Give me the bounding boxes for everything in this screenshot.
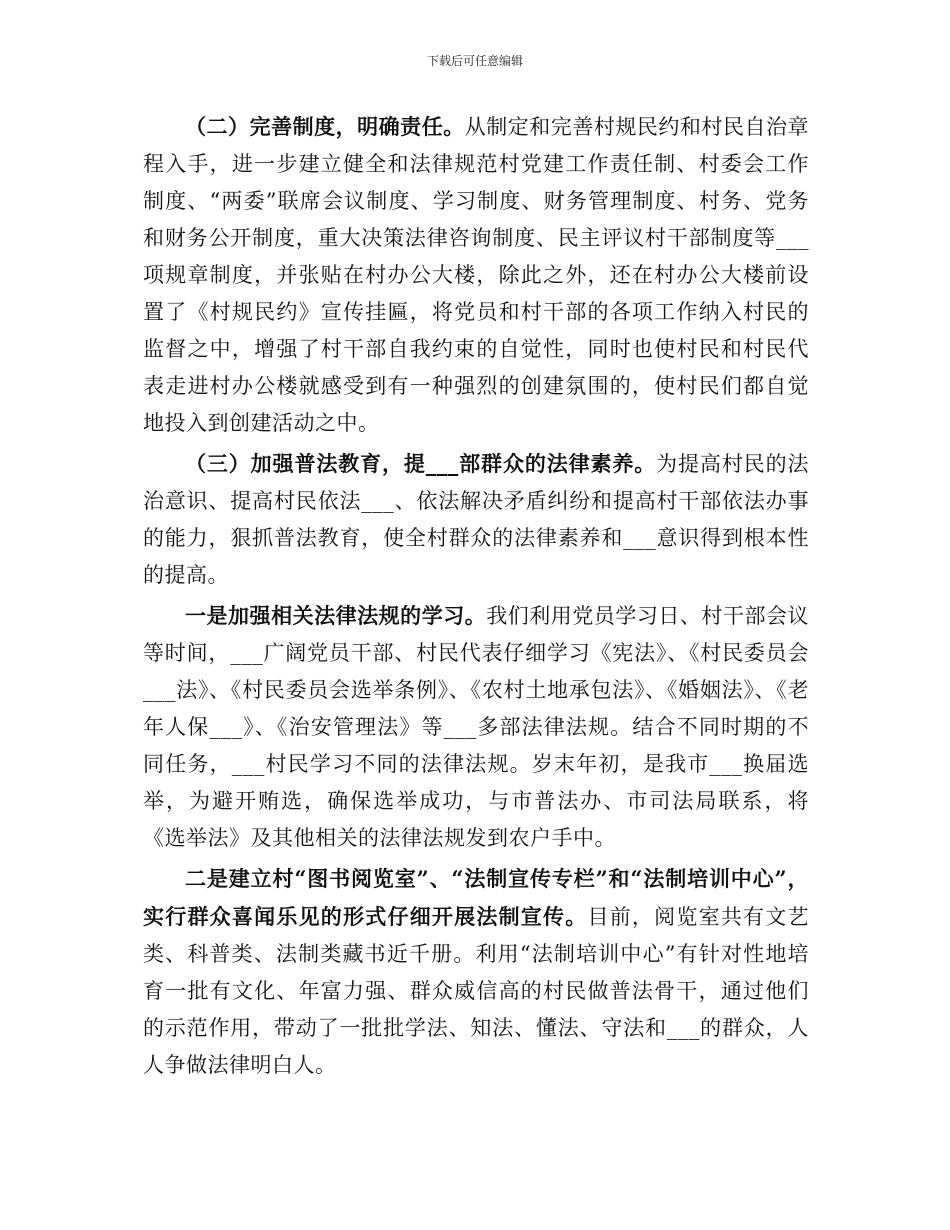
paragraph-heading: （二）完善制度，明确责任。 bbox=[185, 114, 465, 139]
paragraph-text: 从制定和完善村规民约和村民自治章程入手，进一步建立健全和法律规范村党建工作责任制、村委会工作制度、“两委”联席会议制度、学习制度、财务管理制度、村务、党务和财务公开制度，重大决策法律咨询制度、民主评议村干部制度等___项规章制度，并张贴在村办公大楼，除此之外，还在村办公大楼前设置了《村规民约》宣传挂匾，将党员和村干部的各项工作纳入村民的监督之中，增强了村干部自我约束的自觉性，同时也使村民和村民代表走进村办公楼就感受到有一种强烈的创建氛围的，使村民们都自觉地投入到创建活动之中。 bbox=[143, 115, 810, 435]
document-body bbox=[143, 108, 809, 1087]
paragraph-heading: （三）加强普法教育，提___部群众的法律素养。 bbox=[185, 451, 657, 476]
paragraph-law-study bbox=[143, 597, 809, 857]
paragraph-text: 目前，阅览室共有文艺类、科普类、法制类藏书近千册。利用“法制培训中心”有针对性地培育一批有文化、年富力强、群众威信高的村民做普法骨干，通过他们的示范作用，带动了一批批学法、知法、懂法、守法和___的群众，人人争做法律明白人。 bbox=[143, 905, 810, 1077]
paragraph-improve-system bbox=[143, 108, 809, 442]
paragraph-legal-education bbox=[143, 445, 809, 594]
paragraph-heading: 二是建立村“图书阅览室”、“法制宣传专栏”和“法制培训中心”，实行群众喜闻乐见的形式仔细开展法制宣传。 bbox=[143, 866, 809, 929]
paragraph-reading-room bbox=[143, 860, 809, 1084]
paragraph-text: 为提高村民的法治意识、提高村民依法___、依法解决矛盾纠纷和提高村干部依法办事的能力，狠抓普法教育，使全村群众的法律素养和___意识得到根本性的提高。 bbox=[143, 452, 810, 587]
paragraph-text: 我们利用党员学习日、村干部会议等时间，___广阔党员干部、村民代表仔细学习《宪法》、《村民委员会___法》、《村民委员会选举条例》、《农村土地承包法》、《婚姻法》、《老年人保___》、《治安管理法》等___多部法律法规。结合不同时期的不同任务，___村民学习不同的法律法规。岁末年初，是我市___换届选举，为避开贿选，确保选举成功，与市普法办、市司法局联系，将《选举法》及其他相关的法律法规发到农户手中。 bbox=[143, 604, 809, 850]
paragraph-heading: 一是加强相关法律法规的学习。 bbox=[185, 603, 487, 628]
page-header: 下载后可任意编辑 bbox=[426, 54, 523, 68]
